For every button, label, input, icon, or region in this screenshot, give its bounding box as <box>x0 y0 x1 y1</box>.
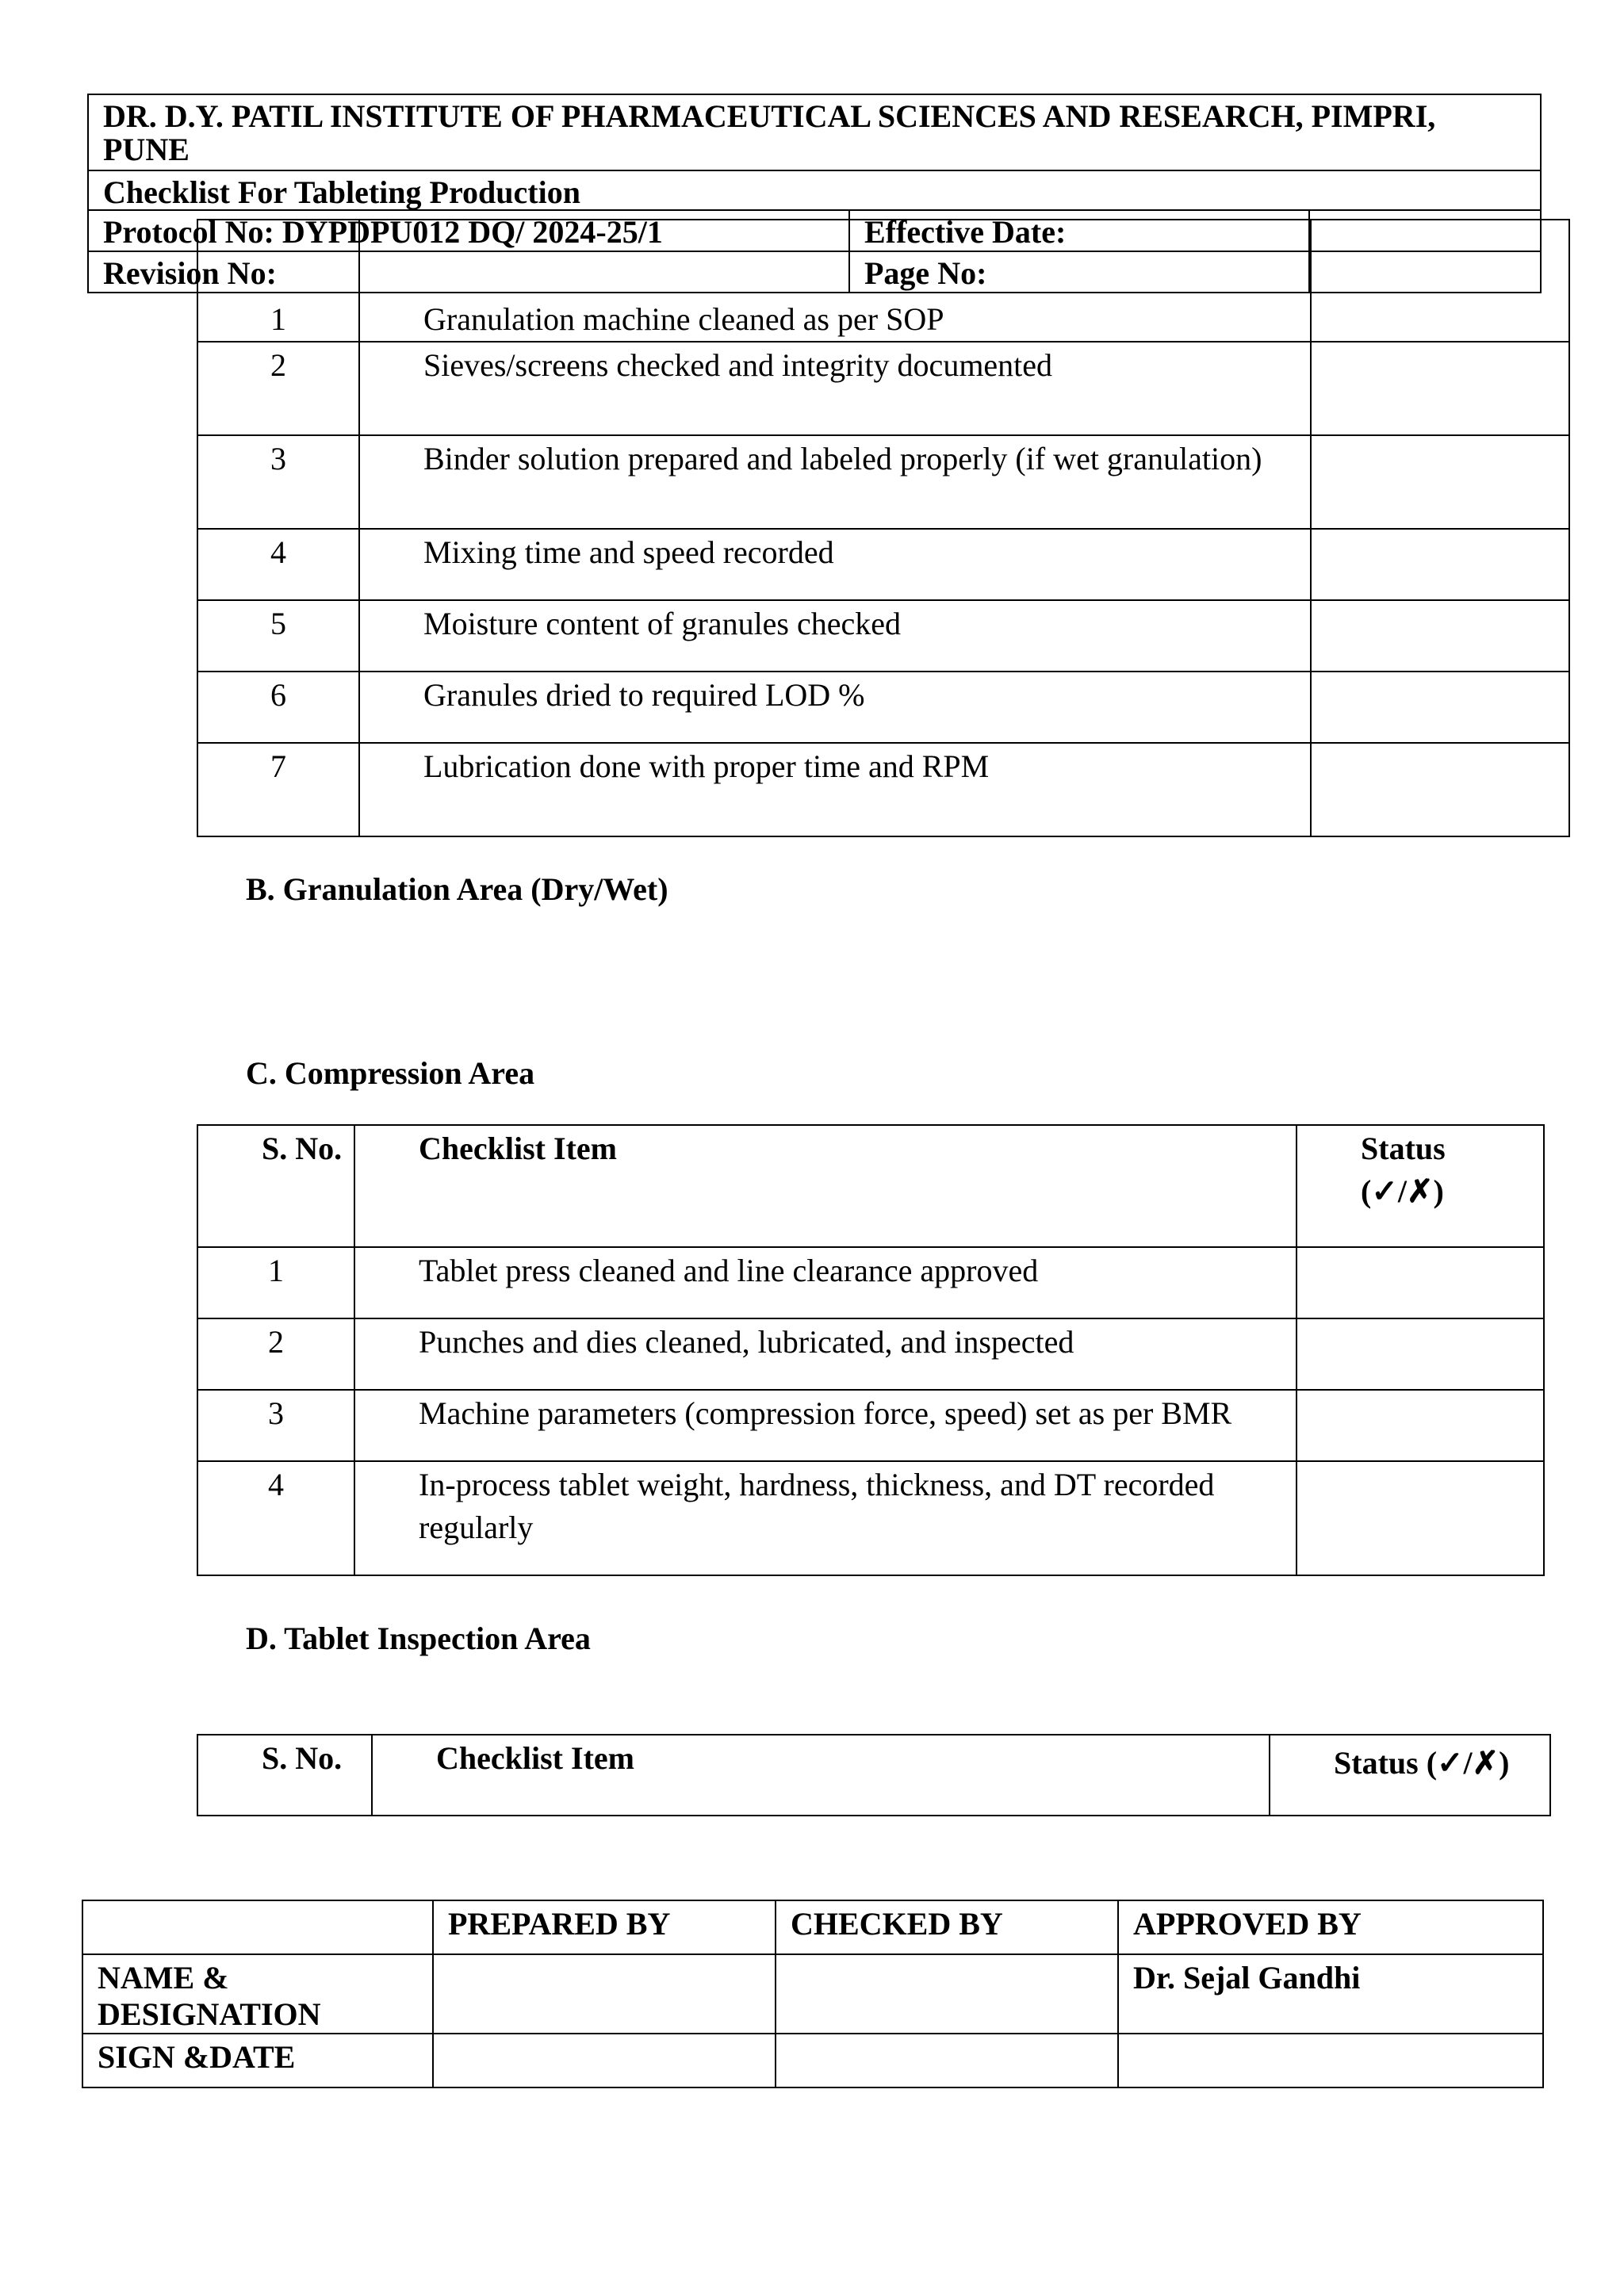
table-row <box>197 1390 1544 1461</box>
revision-number-label: Revision No: <box>88 251 849 293</box>
table-row <box>197 435 1569 529</box>
table-header-row <box>197 1735 1550 1816</box>
page-number-label: Page No: <box>849 251 1309 293</box>
prepared-by-sign-cell[interactable] <box>433 2034 776 2087</box>
sno-cell: 1 <box>197 1247 354 1318</box>
item-cell: Granulation machine cleaned as per SOP <box>359 220 1311 342</box>
status-cell[interactable] <box>1297 1247 1544 1318</box>
item-cell: Sieves/screens checked and integrity documented <box>359 342 1311 435</box>
item-cell: Lubrication done with proper time and RPM <box>359 743 1311 836</box>
checklist-title: Checklist For Tableting Production <box>88 170 1541 210</box>
section-c-heading: C. Compression Area <box>246 1055 535 1091</box>
effective-date-value[interactable] <box>1309 210 1541 251</box>
checked-by-sign-cell[interactable] <box>776 2034 1118 2087</box>
prepared-by-header: PREPARED BY <box>433 1900 776 1954</box>
protocol-number: Protocol No: DYPDPU012 DQ/ 2024-25/1 <box>88 210 849 251</box>
sno-cell: 3 <box>197 435 359 529</box>
column-header-item: Checklist Item <box>372 1735 1270 1816</box>
column-header-sno: S. No. <box>197 1735 372 1816</box>
column-header-item: Checklist Item <box>354 1125 1297 1247</box>
sno-cell: 6 <box>197 672 359 743</box>
checked-by-header: CHECKED BY <box>776 1900 1118 1954</box>
prepared-by-name-cell[interactable] <box>433 1954 776 2034</box>
sno-cell: 5 <box>197 600 359 672</box>
status-cell[interactable] <box>1311 600 1569 672</box>
sno-cell: 4 <box>197 1461 354 1575</box>
approved-by-header: APPROVED BY <box>1118 1900 1543 1954</box>
status-cell[interactable] <box>1297 1318 1544 1390</box>
table-row <box>197 1247 1544 1318</box>
item-cell: Binder solution prepared and labeled properly (if wet granulation) <box>359 435 1311 529</box>
status-cell[interactable] <box>1311 743 1569 836</box>
section-d-heading: D. Tablet Inspection Area <box>246 1621 591 1656</box>
status-cell[interactable] <box>1311 435 1569 529</box>
column-header-status: Status (✓/✗) <box>1297 1125 1544 1247</box>
status-cell[interactable] <box>1311 342 1569 435</box>
table-row <box>197 1461 1544 1575</box>
sno-cell: 3 <box>197 1390 354 1461</box>
document-header <box>87 94 1542 293</box>
status-cell[interactable] <box>1297 1461 1544 1575</box>
name-designation-label: NAME & DESIGNATION <box>82 1954 433 2034</box>
inspection-checklist-table <box>197 1734 1551 1816</box>
table-row <box>197 529 1569 600</box>
status-cell[interactable] <box>1297 1390 1544 1461</box>
page-number-value[interactable] <box>1309 251 1541 293</box>
status-cell[interactable] <box>1311 529 1569 600</box>
table-header-row <box>197 1125 1544 1247</box>
table-row <box>197 672 1569 743</box>
column-header-sno: S. No. <box>197 1125 354 1247</box>
table-row <box>197 342 1569 435</box>
approver-name: Dr. Sejal Gandhi <box>1118 1954 1543 2034</box>
sno-cell: 2 <box>197 342 359 435</box>
status-cell[interactable] <box>1311 672 1569 743</box>
blank-corner-cell <box>82 1900 433 1954</box>
item-cell: Machine parameters (compression force, speed) set as per BMR <box>354 1390 1297 1461</box>
item-cell: Granules dried to required LOD % <box>359 672 1311 743</box>
sno-cell: 7 <box>197 743 359 836</box>
effective-date-label: Effective Date: <box>849 210 1309 251</box>
checked-by-name-cell[interactable] <box>776 1954 1118 2034</box>
compression-checklist-table <box>197 1124 1545 1576</box>
item-cell: Mixing time and speed recorded <box>359 529 1311 600</box>
column-header-status: Status (✓/✗) <box>1270 1735 1550 1816</box>
table-row <box>197 1318 1544 1390</box>
item-cell: Tablet press cleaned and line clearance approved <box>354 1247 1297 1318</box>
institute-name: DR. D.Y. PATIL INSTITUTE OF PHARMACEUTICAL SCIENCES AND RESEARCH, PIMPRI, PUNE <box>88 94 1541 170</box>
sno-cell: 1 <box>197 220 359 342</box>
sno-cell: 2 <box>197 1318 354 1390</box>
granulation-checklist-table <box>197 219 1570 837</box>
table-row <box>197 743 1569 836</box>
approved-by-sign-cell[interactable] <box>1118 2034 1543 2087</box>
section-b-heading: B. Granulation Area (Dry/Wet) <box>246 871 668 907</box>
sno-cell: 4 <box>197 529 359 600</box>
signature-table <box>82 1900 1544 2088</box>
item-cell: Punches and dies cleaned, lubricated, and inspected <box>354 1318 1297 1390</box>
item-cell: In-process tablet weight, hardness, thickness, and DT recorded regularly <box>354 1461 1297 1575</box>
item-cell: Moisture content of granules checked <box>359 600 1311 672</box>
table-row <box>197 600 1569 672</box>
sign-date-label: SIGN &DATE <box>82 2034 433 2087</box>
